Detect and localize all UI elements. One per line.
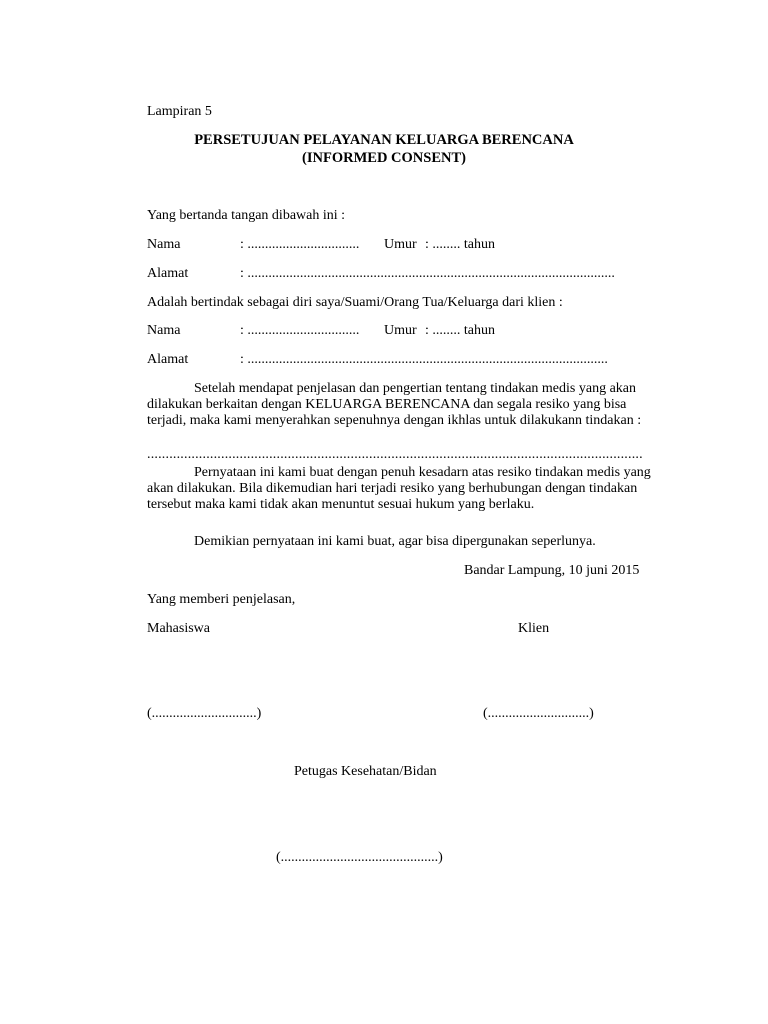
document-subtitle: (INFORMED CONSENT) <box>302 150 466 166</box>
client-age-field: : ........ tahun <box>425 323 495 338</box>
document-title: PERSETUJUAN PELAYANAN KELUARGA BERENCANA <box>194 132 574 148</box>
client-address-label: Alamat <box>147 352 189 367</box>
explainer-heading: Yang memberi penjelasan, <box>147 592 296 607</box>
acting-as-text: Adalah bertindak sebagai diri saya/Suami/Orang Tua/Keluarga dari klien : <box>147 295 563 310</box>
client-signature-line: (.............................) <box>483 706 594 721</box>
signer-name-label: Nama <box>147 237 181 252</box>
officer-label: Petugas Kesehatan/Bidan <box>294 764 437 779</box>
signer-name-field: : ................................ <box>240 237 360 252</box>
intro-text: Yang bertanda tangan dibawah ini : <box>147 208 346 223</box>
statement-paragraph: Pernyataan ini kami buat dengan penuh kesadarn atas resiko tindakan medis yang akan dilakukan. Bila dikemudian hari terjadi resiko yang berhubungan dengan tindakan tersebut maka kami tidak akan menuntut sesuai hukum yang berlaku. <box>147 465 651 512</box>
place-date: Bandar Lampung, 10 juni 2015 <box>464 563 640 578</box>
client-label: Klien <box>518 621 550 636</box>
client-age-label: Umur <box>384 323 417 338</box>
signer-address-field: : ......................................................................................................... <box>240 266 615 281</box>
officer-signature-line: (.............................................) <box>276 850 443 865</box>
client-address-field: : ....................................................................................................... <box>240 352 608 367</box>
client-name-label: Nama <box>147 323 181 338</box>
signer-age-label: Umur <box>384 237 417 252</box>
student-label: Mahasiswa <box>147 621 210 636</box>
explanation-paragraph: Setelah mendapat penjelasan dan pengertian tentang tindakan medis yang akan dilakukan berkaitan dengan KELUARGA BERENCANA dan segala resiko yang bisa terjadi, maka kami menyerahkan sepenuhnya dengan ikhlas untuk dilakukann tindakan : <box>147 381 642 428</box>
signer-address-label: Alamat <box>147 266 189 281</box>
client-name-field: : ................................ <box>240 323 360 338</box>
signer-age-field: : ........ tahun <box>425 237 495 252</box>
closing-paragraph: Demikian pernyataan ini kami buat, agar bisa dipergunakan seperlunya. <box>194 534 596 549</box>
appendix-label: Lampiran 5 <box>147 104 212 119</box>
treatment-dotted-line: ...................................................................................................................................... <box>147 448 643 462</box>
student-signature-line: (..............................) <box>147 706 262 721</box>
